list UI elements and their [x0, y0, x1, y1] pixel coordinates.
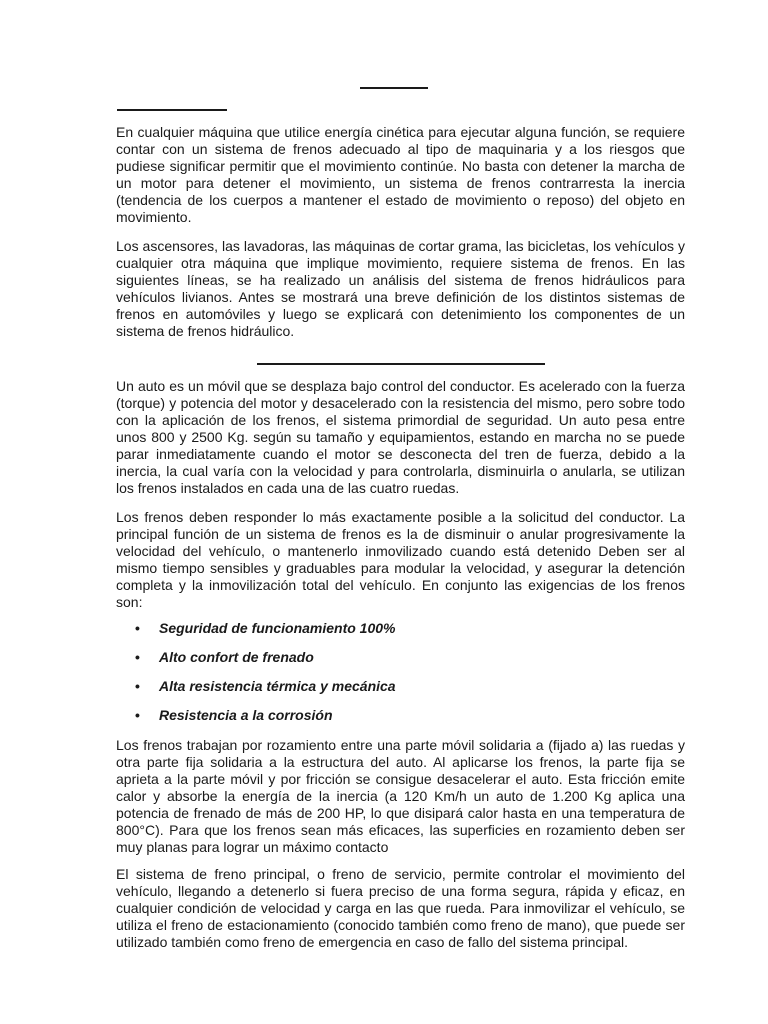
- bullet-icon: •: [135, 620, 140, 636]
- list-item-text: Resistencia a la corrosión: [159, 707, 333, 723]
- section-heading-underline-1: [117, 109, 227, 111]
- paragraph-auto: Un auto es un móvil que se desplaza bajo control del conductor. Es acelerado con la fuerza (torque) y potencia del motor y desacelerado con la resistencia del mismo, pero sobre todo con la aplicación de los frenos, el sistema primordial de seguridad. Un auto pesa entre unos 800 y 2500 Kg. según su tamaño y equipamientos, estando en marcha no se puede parar inmediatamente cuando el motor se desconecta del tren de fuerza, debido a la inercia, la cual varía con la velocidad y para controlarla, disminuirla o anularla, se utilizan los frenos instalados en cada una de las cuatro ruedas.: [116, 378, 685, 496]
- paragraph-friction: Los frenos trabajan por rozamiento entre una parte móvil solidaria a (fijado a) las ruedas y otra parte fija solidaria a la estructura del auto. Al aplicarse los frenos, la parte fija se aprieta a la parte móvil y por fricción se consigue desacelerar el auto. Esta fricción emite calor y absorbe la energía de la inercia (a 120 Km/h un auto de 1.200 Kg aplica una potencia de frenado de más de 200 HP, lo que disipará calor hasta en una temperatura de 800°C). Para que los frenos sean más eficaces, las superficies en rozamiento deben ser muy planas para lograr un máximo contacto: [116, 737, 685, 855]
- bullet-icon: •: [135, 649, 140, 665]
- list-item-text: Alta resistencia térmica y mecánica: [159, 678, 396, 694]
- paragraph-service-brake: El sistema de freno principal, o freno de servicio, permite controlar el movimiento del vehículo, llegando a detenerlo si fuera preciso de una forma segura, rápida y eficaz, en cualquier condición de velocidad y carga en las que rueda. Para inmovilizar el vehículo, se utiliza el freno de estacionamiento (conocido también como freno de mano), que puede ser utilizado también como freno de emergencia en caso de fallo del sistema principal.: [116, 866, 685, 950]
- bullet-icon: •: [135, 678, 140, 694]
- requirements-list: [116, 620, 685, 736]
- title-underline: [360, 87, 428, 89]
- list-item: [116, 707, 685, 736]
- paragraph-intro-1: En cualquier máquina que utilice energía cinética para ejecutar alguna función, se requiere contar con un sistema de frenos adecuado al tipo de maquinaria y a los riesgos que pudiese significar permitir que el movimiento continúe. No basta con detener la marcha de un motor para detener el movimiento, un sistema de frenos contrarresta la inercia (tendencia de los cuerpos a mantener el estado de movimiento o reposo) del objeto en movimiento.: [116, 124, 685, 225]
- list-item: [116, 678, 685, 707]
- paragraph-requirements: Los frenos deben responder lo más exactamente posible a la solicitud del conductor. La principal función de un sistema de frenos es la de disminuir o anular progresivamente la velocidad del vehículo, o mantenerlo inmovilizado cuando está detenido Deben ser al mismo tiempo sensibles y graduables para modular la velocidad, y asegurar la detención completa y la inmovilización total del vehículo. En conjunto las exigencias de los frenos son:: [116, 509, 685, 610]
- list-item-text: Alto confort de frenado: [159, 649, 314, 665]
- list-item-text: Seguridad de funcionamiento 100%: [159, 620, 396, 636]
- section-heading-underline-2: [257, 363, 545, 365]
- list-item: [116, 620, 685, 649]
- bullet-icon: •: [135, 707, 140, 723]
- paragraph-intro-2: Los ascensores, las lavadoras, las máquinas de cortar grama, las bicicletas, los vehículos y cualquier otra máquina que implique movimiento, requiere sistema de frenos. En las siguientes líneas, se ha realizado un análisis del sistema de frenos hidráulicos para vehículos livianos. Antes se mostrará una breve definición de los distintos sistemas de frenos en automóviles y luego se explicará con detenimiento los componentes de un sistema de frenos hidráulico.: [116, 238, 685, 339]
- list-item: [116, 649, 685, 678]
